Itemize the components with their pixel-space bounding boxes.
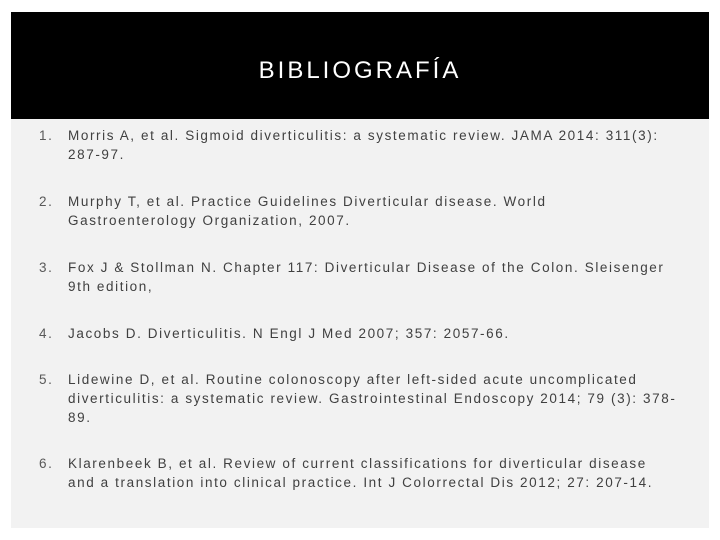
reference-number: 1. [39, 128, 54, 143]
slide [11, 12, 709, 528]
reference-text: Murphy T, et al. Practice Guidelines Diverticular disease. World Gastroenterology Organization, 2007. [68, 194, 547, 228]
reference-list [11, 12, 709, 528]
reference-item-2 [39, 192, 679, 230]
reference-text: Fox J & Stollman N. Chapter 117: Diverticular Disease of the Colon. Sleisenger 9th edition, [68, 260, 665, 294]
reference-text: Klarenbeek B, et al. Review of current classifications for diverticular disease and a translation into clinical practice. Int J Colorrectal Dis 2012; 27: 207-14. [68, 456, 654, 490]
reference-text: Morris A, et al. Sigmoid diverticulitis: a systematic review. JAMA 2014: 311(3): 287-97. [68, 128, 659, 162]
reference-number: 3. [39, 260, 54, 275]
reference-item-3 [39, 258, 679, 296]
reference-item-6 [39, 454, 679, 492]
reference-number: 4. [39, 326, 54, 341]
reference-number: 2. [39, 194, 54, 209]
reference-item-4 [39, 324, 679, 343]
slide-title: BIBLIOGRAFÍA [258, 57, 462, 84]
reference-item-5 [39, 370, 679, 427]
reference-item-1 [39, 126, 679, 164]
reference-text: Lidewine D, et al. Routine colonoscopy after left-sided acute uncomplicated diverticulitis: a systematic review. Gastrointestinal Endoscopy 2014; 79 (3): 378-89. [68, 372, 677, 425]
reference-number: 5. [39, 372, 54, 387]
reference-number: 6. [39, 456, 54, 471]
reference-text: Jacobs D. Diverticulitis. N Engl J Med 2007; 357: 2057-66. [68, 326, 510, 341]
